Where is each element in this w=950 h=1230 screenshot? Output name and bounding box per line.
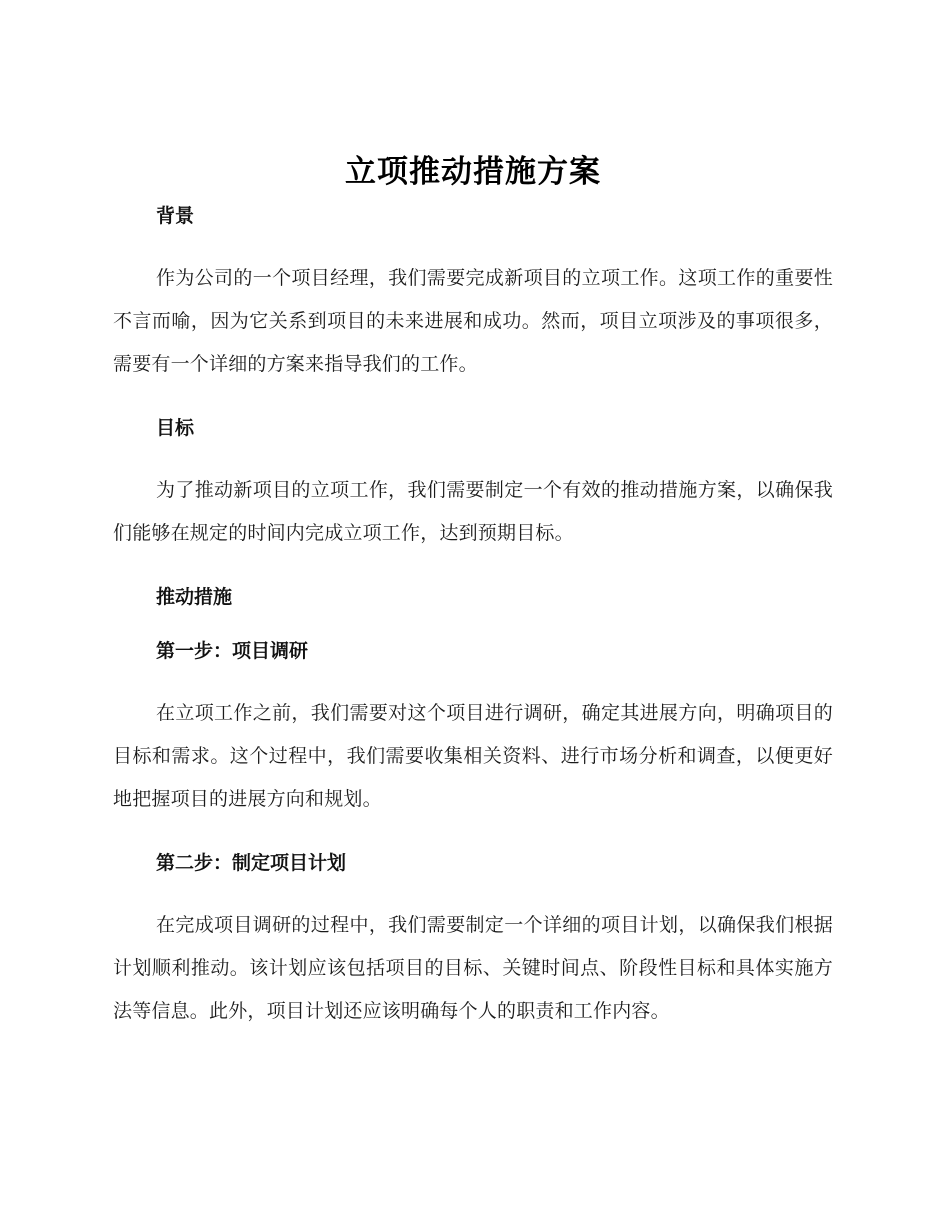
section-heading-step2: 第二步：制定项目计划 [156,852,347,874]
section-heading-step1: 第一步：项目调研 [156,640,309,662]
paragraph-background: 作为公司的一个项目经理，我们需要完成新项目的立项工作。这项工作的重要性不言而喻，因为它关系到项目的未来进展和成功。然而，项目立项涉及的事项很多，需要有一个详细的方案来指导我们的工作。 [113,267,833,375]
document-title: 立项推动措施方案 [345,154,601,190]
paragraph-step1: 在立项工作之前，我们需要对这个项目进行调研，确定其进展方向，明确项目的目标和需求。这个过程中，我们需要收集相关资料、进行市场分析和调查，以便更好地把握项目的进展方向和规划。 [113,702,833,810]
section-heading-measures: 推动措施 [156,586,233,608]
document-body [113,150,833,1033]
section-heading-goal: 目标 [156,417,195,439]
paragraph-goal: 为了推动新项目的立项工作，我们需要制定一个有效的推动措施方案，以确保我们能够在规定的时间内完成立项工作，达到预期目标。 [113,479,833,544]
section-heading-background: 背景 [156,205,195,227]
paragraph-step2: 在完成项目调研的过程中，我们需要制定一个详细的项目计划，以确保我们根据计划顺利推动。该计划应该包括项目的目标、关键时间点、阶段性目标和具体实施方法等信息。此外，项目计划还应该明确每个人的职责和工作内容。 [113,914,833,1022]
